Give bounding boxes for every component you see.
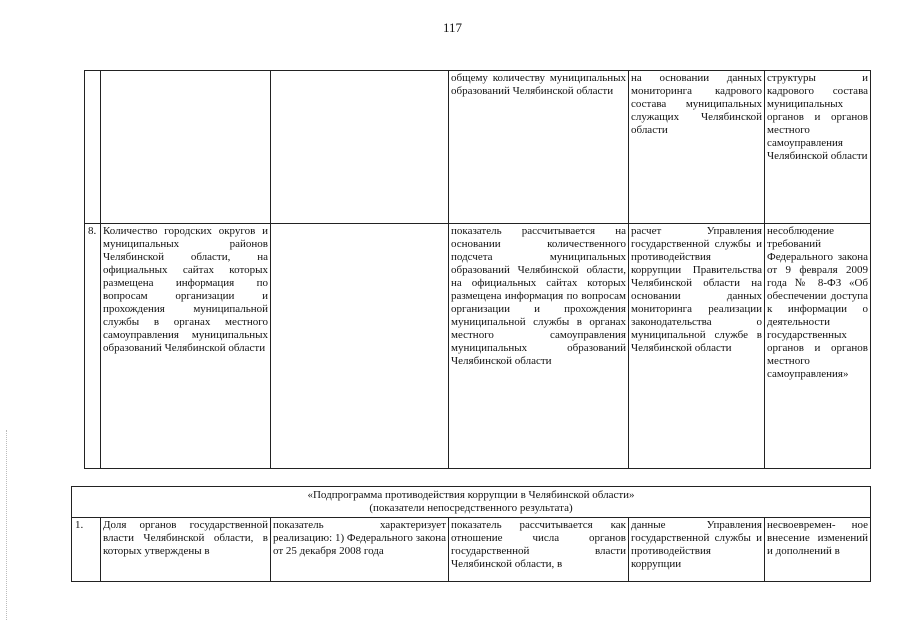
data-source-cell: данные Управления государственной службы и противодействия коррупции [629,518,765,582]
row-number: 8. [85,224,101,469]
data-source-cell: расчет Управления государственной службы и противодействия коррупции Правительства Челябинской области на основании данных мониторинга реализации законодательства о муниципальной службе в Челябинской области [629,224,765,469]
risk-cell: структуры и кадрового состава муниципальных органов и органов местного самоуправления Челябинской области [765,71,871,224]
calculation-method-cell: показатель рассчитывается как отношение числа органов государственной власти Челябинской области, в [449,518,629,582]
scan-margin-artifact [6,430,8,620]
row-number: 1. [72,518,101,582]
indicator-description-cell: показатель характеризует реализацию: 1) Федерального закона от 25 декабря 2008 года [271,518,449,582]
indicator-description-cell [271,224,449,469]
data-source-cell: на основании данных мониторинга кадрового состава муниципальных служащих Челябинской области [629,71,765,224]
table-row [85,71,871,224]
risk-cell: несвоевремен- ное внесение изменений и дополнений в [765,518,871,582]
subprogram-title-row [72,487,871,518]
subprogram-subtitle-line: (показатели непосредственного результата) [369,502,573,514]
indicators-table-continued [84,70,871,469]
indicator-name-cell: Количество городских округов и муниципальных районов Челябинской области, на официальных сайтах которых размещена информация по вопросам организации и прохождения муниципальной службы в органах местного самоуправления муниципальных образований Челябинской области [101,224,271,469]
indicator-name-cell: Доля органов государственной власти Челябинской области, в которых утверждены в [101,518,271,582]
indicator-name-cell [101,71,271,224]
subprogram-table [71,486,871,582]
page-number: 117 [442,20,463,35]
row-number [85,71,101,224]
table-row [85,224,871,469]
calculation-method-cell: показатель рассчитывается на основании количественного подсчета муниципальных образований Челябинской области, на официальных сайтах которых размещена информация по вопросам организации и прохождения муниципальной службы в органах местного самоуправления муниципальных образований Челябинской области [449,224,629,469]
calculation-method-cell: общему количеству муниципальных образований Челябинской области [449,71,629,224]
subprogram-title-line: «Подпрограмма противодействия коррупции в Челябинской области» [307,489,635,501]
risk-cell: несоблюдение требований Федерального закона от 9 февраля 2009 года № 8-ФЗ «Об обеспечении доступа к информации о деятельности государственных органов и органов местного самоуправления» [765,224,871,469]
subprogram-title [72,487,871,518]
indicator-description-cell [271,71,449,224]
table-row [72,518,871,582]
